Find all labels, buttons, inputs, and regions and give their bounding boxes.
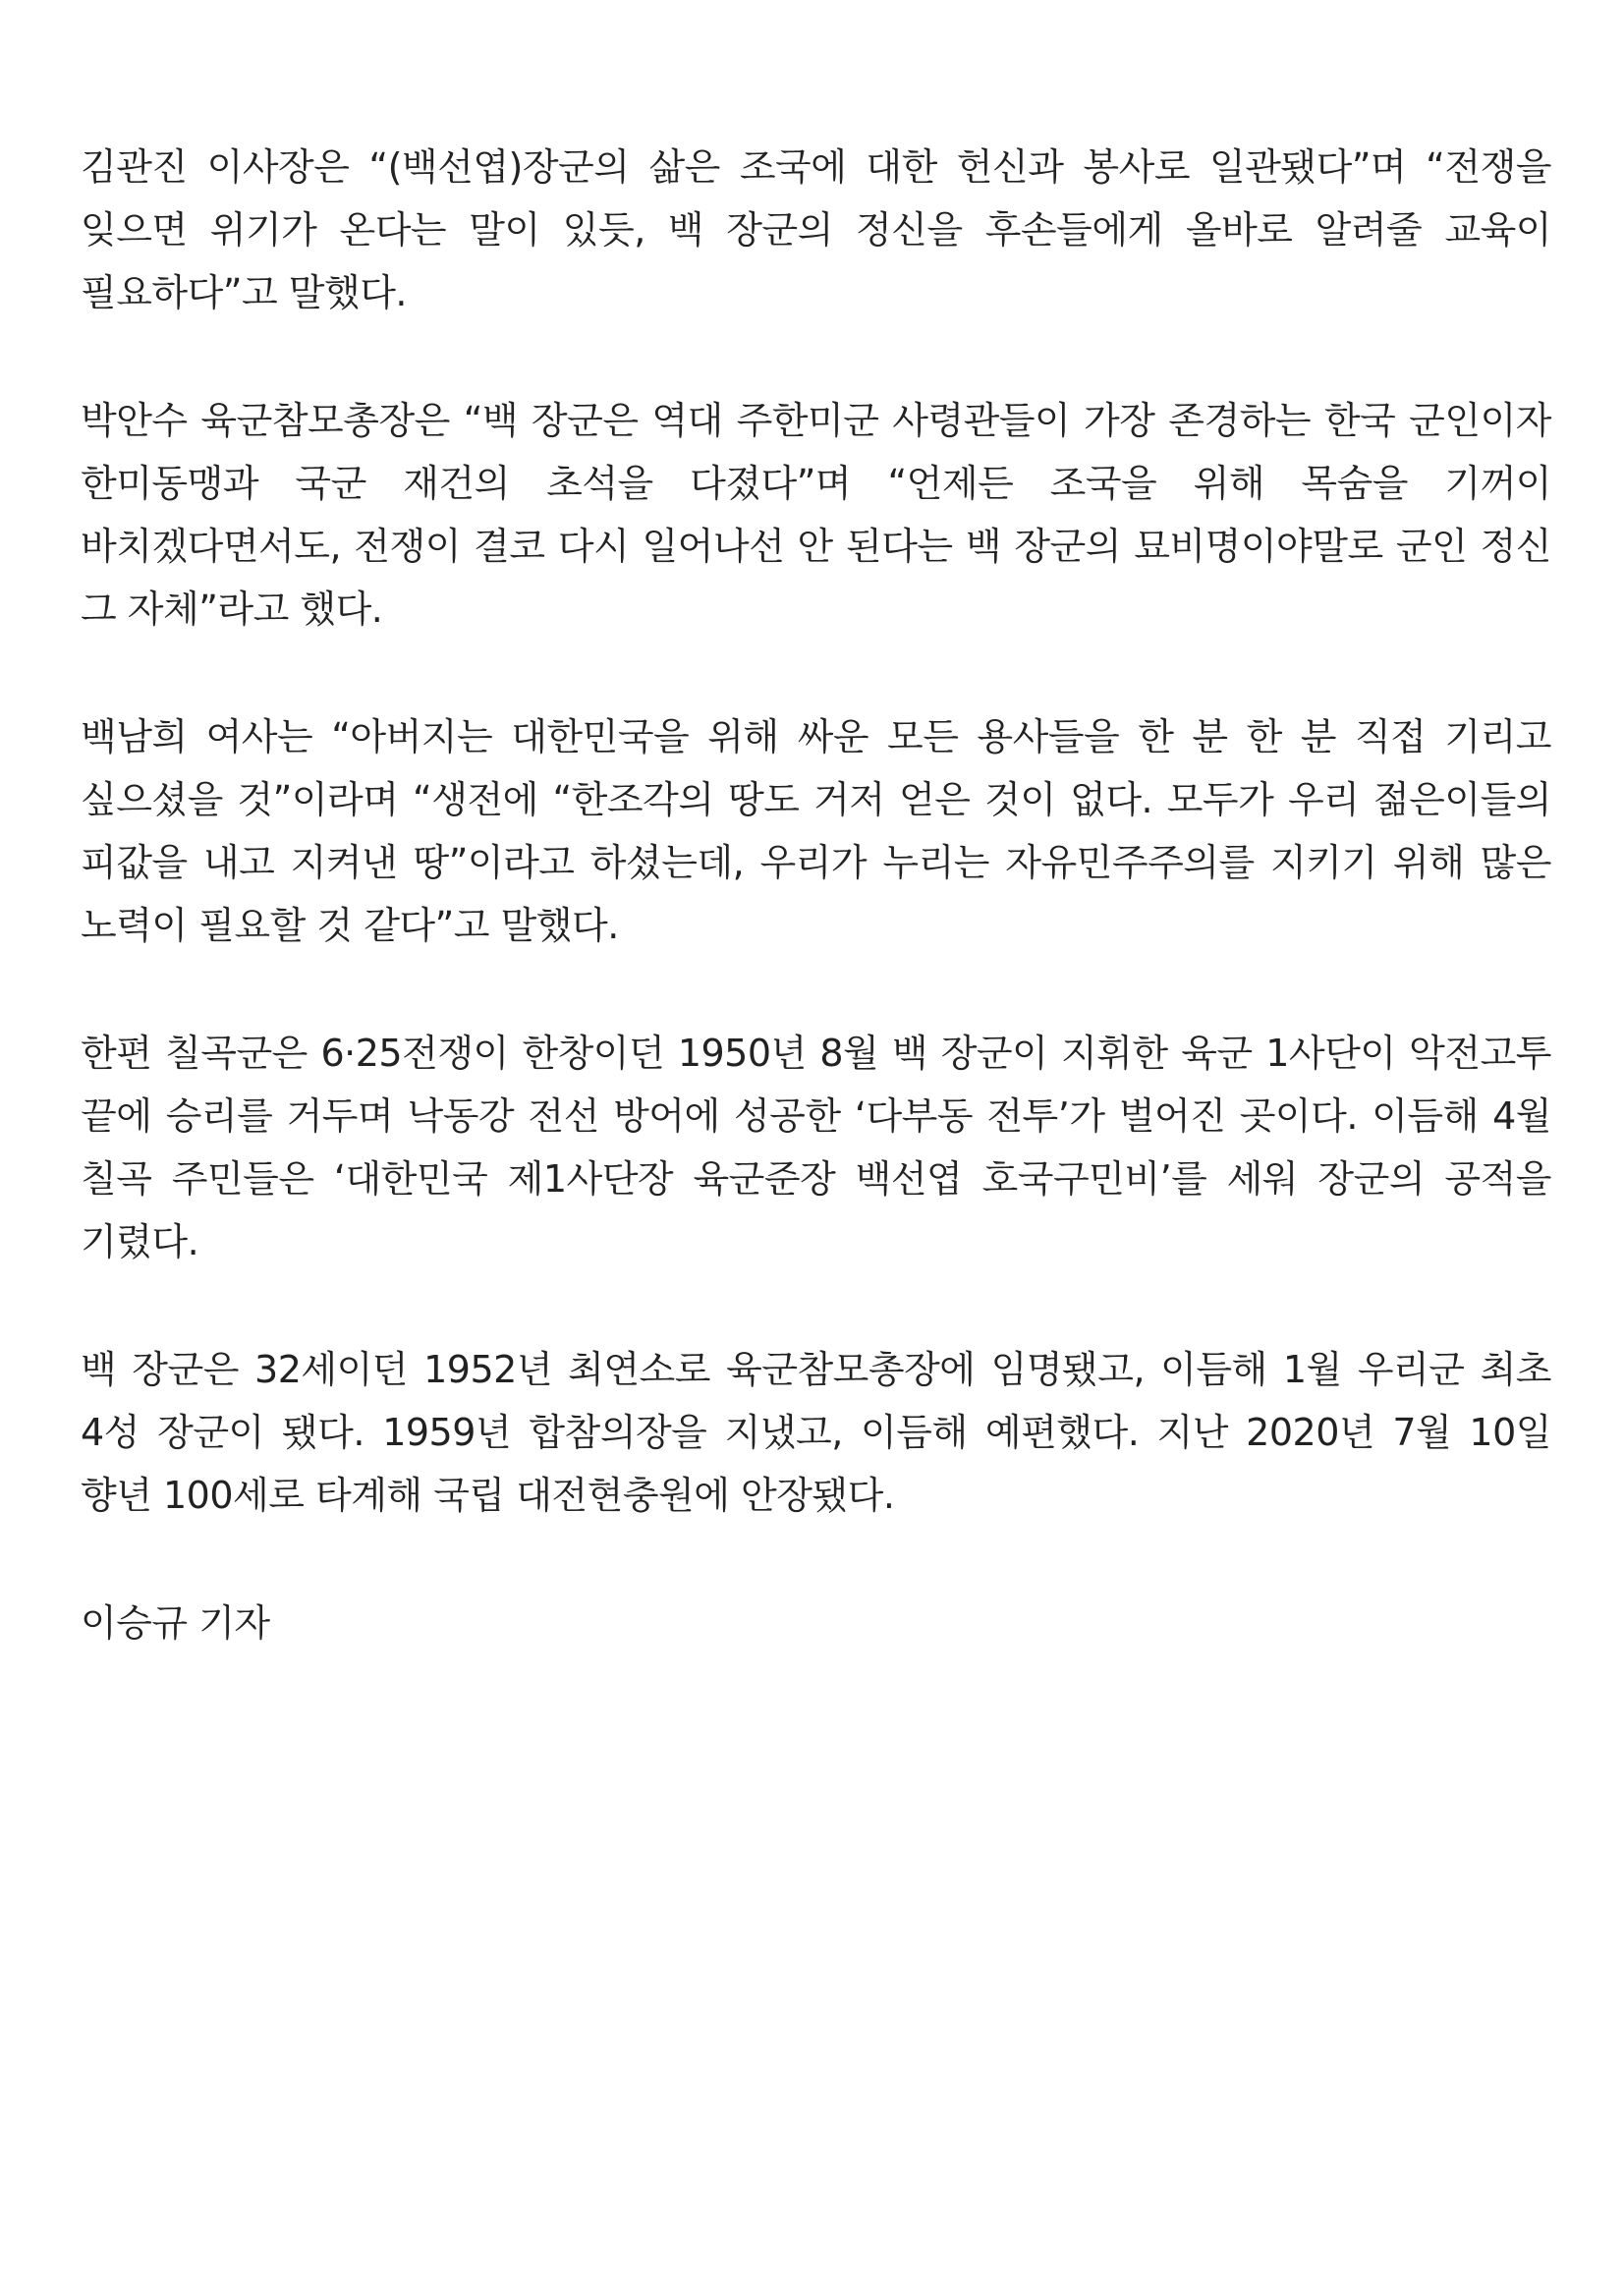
paragraph-general-biography: 백 장군은 32세이던 1952년 최연소로 육군참모총장에 임명됐고, 이듬해 1월 우리군 최초 4성 장군이 됐다. 1959년 합참의장을 지냈고, 이듬해 예편했다. 지난 2020년 7월 10일 향년 100세로 타계해 국립 대전현충원에 안장됐다.	[81, 1348, 1551, 1517]
paragraph-dabudong-history: 한편 칠곡군은 6·25전쟁이 한창이던 1950년 8월 백 장군이 지휘한 육군 1사단이 악전고투 끝에 승리를 거두며 낙동강 전선 방어에 성공한 ‘다부동 전투’가 벌어진 곳이다. 이듬해 4월 칠곡 주민들은 ‘대한민국 제1사단장 육군준장 백선엽 호국구민비’를 세워 장군의 공적을 기렸다.	[81, 1032, 1551, 1263]
byline: 이승규 기자	[81, 1601, 270, 1645]
paragraph-park-quote: 박안수 육군참모총장은 “백 장군은 역대 주한미군 사령관들이 가장 존경하는 한국 군인이자 한미동맹과 국군 재건의 초석을 다졌다”며 “언제든 조국을 위해 목숨을 기꺼이 바치겠다면서도, 전쟁이 결코 다시 일어나선 안 된다는 백 장군의 묘비명이야말로 군인 정신 그 자체”라고 했다.	[81, 399, 1551, 631]
paragraph-kim-quote: 김관진 이사장은 “(백선엽)장군의 삶은 조국에 대한 헌신과 봉사로 일관됐다”며 “전쟁을 잊으면 위기가 온다는 말이 있듯, 백 장군의 정신을 후손들에게 올바로 알려줄 교육이 필요하다”고 말했다.	[81, 145, 1551, 314]
article-body	[81, 136, 1551, 1654]
paragraph-baek-namhee-quote: 백남희 여사는 “아버지는 대한민국을 위해 싸운 모든 용사들을 한 분 한 분 직접 기리고 싶으셨을 것”이라며 “생전에 “한조각의 땅도 거저 얻은 것이 없다. 모두가 우리 젊은이들의 피값을 내고 지켜낸 땅”이라고 하셨는데, 우리가 누리는 자유민주주의를 지키기 위해 많은 노력이 필요할 것 같다”고 말했다.	[81, 715, 1551, 947]
